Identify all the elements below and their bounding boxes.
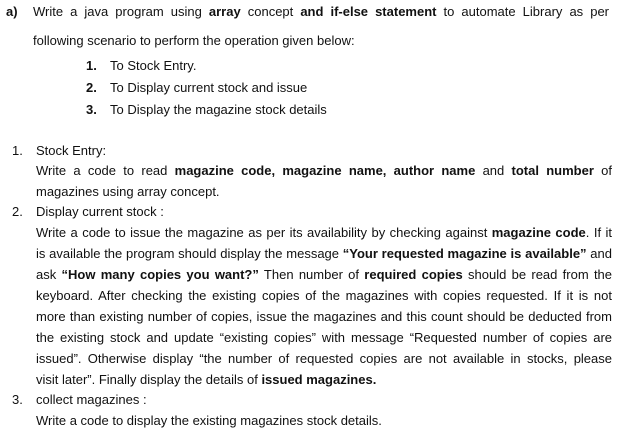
section-2-line-2	[36, 246, 612, 262]
section-2-line-3	[36, 267, 612, 283]
operation-number: 3.	[86, 102, 97, 117]
text: of	[593, 163, 612, 178]
section-1-line-1	[36, 163, 612, 179]
text: concept	[240, 4, 301, 19]
question-label-text: a)	[6, 4, 18, 19]
bold-text: total number	[511, 163, 594, 178]
text: Write a java program using	[33, 4, 209, 19]
bold-text: required copies	[364, 267, 463, 282]
section-2-line-7: issued”. Otherwise display “the number of requested copies are not available in stocks, please	[36, 351, 612, 366]
section-number: 3.	[12, 392, 23, 407]
bold-text: array	[208, 4, 241, 19]
operation-item: To Stock Entry.	[110, 58, 197, 73]
operation-item: To Display current stock and issue	[110, 80, 308, 95]
section-number: 2.	[12, 204, 23, 219]
operation-number: 1.	[86, 58, 97, 73]
bold-text: “How many copies you want?”	[61, 267, 259, 282]
section-2-line-4: keyboard. After checking the existing copies of the magazines with copies requested. If it is not	[36, 288, 612, 303]
bold-text: issued magazines.	[261, 372, 377, 387]
section-number: 1.	[12, 143, 23, 158]
section-3-line-1: Write a code to display the existing magazines stock details.	[36, 413, 382, 428]
text: and	[475, 163, 512, 178]
section-title: collect magazines :	[36, 392, 147, 407]
section-1-line-2: magazines using array concept.	[36, 184, 220, 199]
question-line-1	[33, 4, 609, 20]
text: visit later”. Finally display the details of	[36, 372, 262, 387]
text: Write a code to issue the magazine as per its availability by checking against	[36, 225, 492, 240]
bold-text: “Your requested magazine is available”	[342, 246, 587, 261]
operation-number: 2.	[86, 80, 97, 95]
text: . If it	[585, 225, 612, 240]
text: to automate Library as per	[436, 4, 610, 19]
section-2-line-1	[36, 225, 612, 241]
section-2-line-6: the existing stock and update “existing copies” with message “Requested number of copies are	[36, 330, 612, 345]
section-title: Stock Entry:	[36, 143, 107, 158]
text: ask	[36, 267, 62, 282]
section-2-line-8	[36, 372, 376, 388]
operation-item: To Display the magazine stock details	[110, 102, 327, 117]
text: is available the program should display the message	[36, 246, 343, 261]
text: Then number of	[258, 267, 365, 282]
bold-text: and if-else statement	[300, 4, 437, 19]
text: Write a code to read	[36, 163, 175, 178]
section-title: Display current stock :	[36, 204, 164, 219]
question-label	[6, 4, 18, 20]
bold-text: magazine code, magazine name, author name	[174, 163, 476, 178]
question-line-2: following scenario to perform the operation given below:	[33, 33, 355, 48]
text: should be read from the	[462, 267, 613, 282]
bold-text: magazine code	[491, 225, 586, 240]
section-2-line-5: more than existing number of copies, issue the magazines and this count should be deducted from	[36, 309, 612, 324]
text: and	[586, 246, 612, 261]
